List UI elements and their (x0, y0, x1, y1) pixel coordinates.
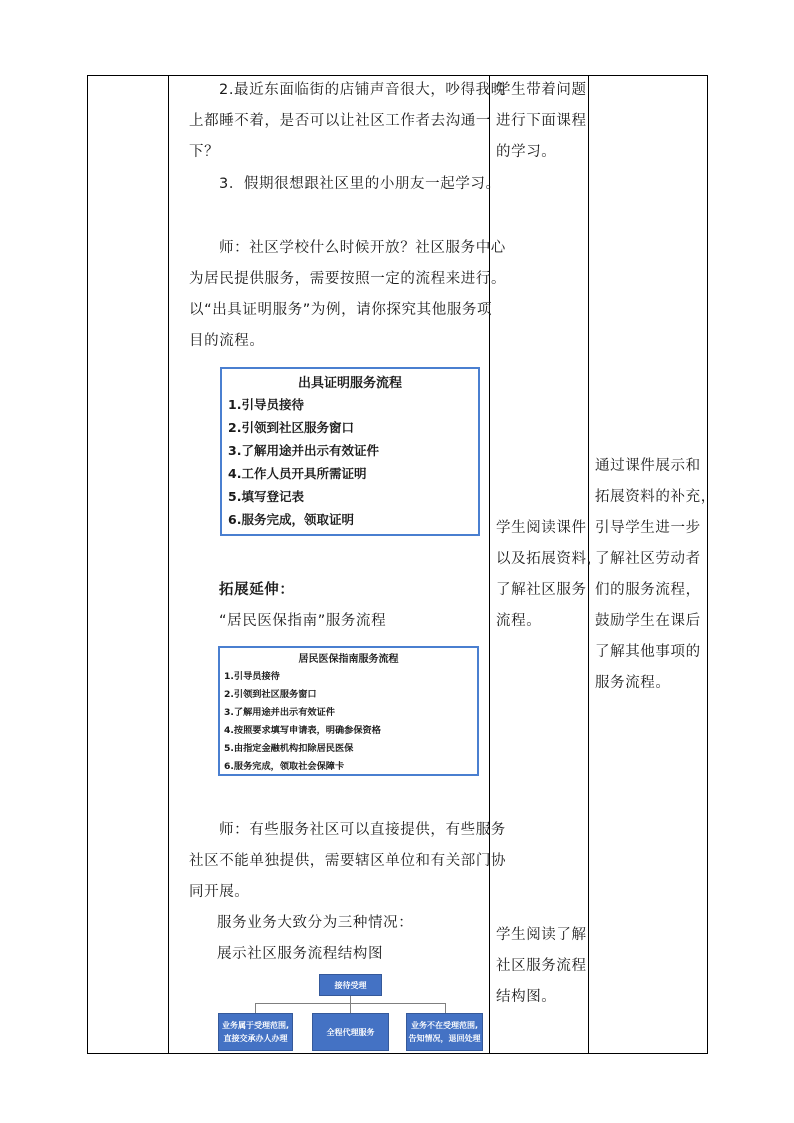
teacher1-line2: 为居民提供服务，需要按照一定的流程来进行。 (189, 271, 507, 287)
box1-item: 1.引导员接待 (228, 397, 304, 412)
box1-item: 6.服务完成，领取证明 (228, 512, 354, 527)
certificate-service-flow-box (220, 367, 480, 536)
design-intent-line: 了解其他事项的 (595, 644, 701, 660)
medical-insurance-flow-box (218, 646, 479, 776)
box2-item: 5.由指定金融机构扣除居民医保 (224, 743, 354, 754)
flow-node-right-line2: 告知情况，退回处理 (408, 1034, 481, 1043)
teacher1-line3: 以“出具证明服务”为例，请你探究其他服务项 (189, 302, 493, 318)
student-activity-b1: 学生阅读课件 (496, 520, 587, 536)
extension-subtitle: “居民医保指南”服务流程 (219, 613, 387, 629)
flow-node-not-accepted (406, 1013, 483, 1051)
design-intent-line: 服务流程。 (595, 675, 671, 691)
flow-node-left-line1: 业务属于受理范围, (221, 1021, 290, 1030)
column-divider (168, 76, 169, 1053)
student-activity-c1: 学生阅读了解 (496, 927, 587, 943)
teacher2-line3: 同开展。 (189, 884, 250, 900)
flow-connector (350, 996, 351, 1003)
box1-title: 出具证明服务流程 (297, 376, 402, 391)
flow-node-right-line1: 业务不在受理范围, (410, 1021, 479, 1030)
box1-item: 5.填写登记表 (228, 489, 304, 504)
student-activity-c3: 结构图。 (496, 989, 557, 1005)
student-activity-a3: 的学习。 (496, 144, 557, 160)
box2-title: 居民医保指南服务流程 (298, 654, 399, 665)
teacher1-line4: 目的流程。 (189, 333, 265, 349)
flow-connector (350, 1003, 351, 1013)
box2-item: 1.引导员接待 (224, 671, 280, 682)
design-intent-line: 通过课件展示和 (595, 458, 701, 474)
item2-line2: 上都睡不着，是否可以让社区工作者去沟通一 (189, 113, 491, 129)
three-cases-text: 服务业务大致分为三种情况： (217, 915, 414, 931)
box1-item: 4.工作人员开具所需证明 (228, 466, 367, 481)
extension-label: 拓展延伸： (219, 582, 295, 598)
flow-connector (255, 1003, 256, 1013)
design-intent-line: 了解社区劳动者 (595, 551, 701, 567)
student-activity-a1: 学生带着问题 (496, 82, 587, 98)
student-activity-c2: 社区服务流程 (496, 958, 587, 974)
student-activity-b3: 了解社区服务 (496, 582, 587, 598)
flow-node-reception: 接待受理 (319, 974, 382, 996)
flow-node-direct-handling (218, 1013, 293, 1051)
box2-item: 6.服务完成，领取社会保障卡 (224, 761, 345, 772)
box1-item: 3.了解用途并出示有效证件 (228, 443, 379, 458)
student-activity-b2: 以及拓展资料， (496, 551, 602, 567)
student-activity-b4: 流程。 (496, 613, 542, 629)
box2-item: 2.引领到社区服务窗口 (224, 689, 317, 700)
teacher1-line1: 师：社区学校什么时候开放？社区服务中心 (219, 240, 506, 256)
teacher2-line2: 社区不能单独提供，需要辖区单位和有关部门协 (189, 853, 507, 869)
item2-line1: 2.最近东面临街的店铺声音很大，吵得我晚 (219, 82, 506, 98)
item2-line3: 下？ (189, 144, 220, 160)
item3-text: 3．假期很想跟社区里的小朋友一起学习。 (219, 176, 501, 192)
box2-item: 4.按照要求填写申请表，明确参保资格 (224, 725, 381, 736)
column-divider (489, 76, 490, 1053)
design-intent-line: 拓展资料的补充， (595, 489, 716, 505)
show-chart-text: 展示社区服务流程结构图 (217, 946, 384, 962)
design-intent-line: 引导学生进一步 (595, 520, 701, 536)
flow-node-left-line2: 直接交承办人办理 (223, 1034, 288, 1043)
design-intent-line: 鼓励学生在课后 (595, 613, 701, 629)
flow-node-full-agency: 全程代理服务 (312, 1013, 389, 1051)
box2-item: 3.了解用途并出示有效证件 (224, 707, 335, 718)
design-intent-line: 们的服务流程， (595, 582, 701, 598)
teacher2-line1: 师：有些服务社区可以直接提供，有些服务 (219, 822, 506, 838)
box1-item: 2.引领到社区服务窗口 (228, 420, 354, 435)
flow-connector (445, 1003, 446, 1013)
student-activity-a2: 进行下面课程 (496, 113, 587, 129)
